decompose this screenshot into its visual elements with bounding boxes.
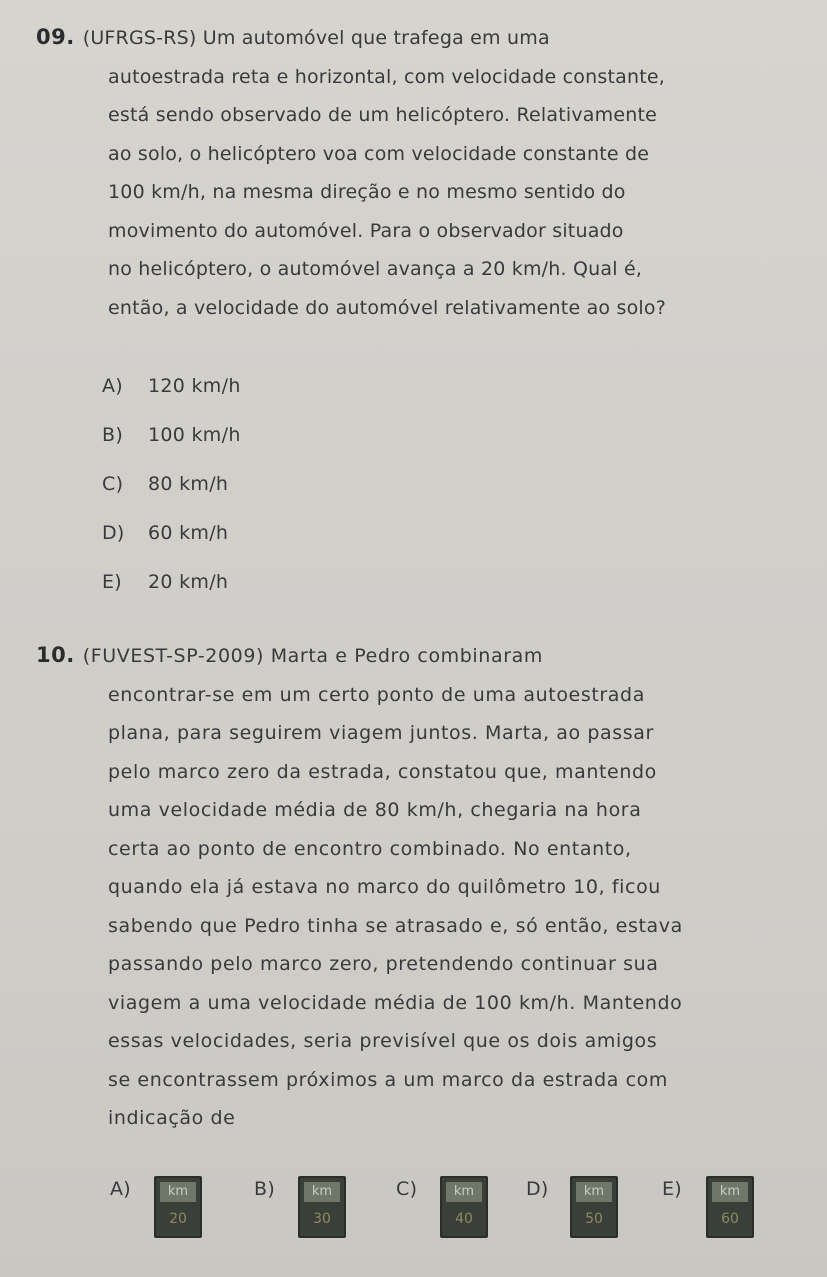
question-9-line: 100 km/h, na mesma direção e no mesmo sentido do [108,181,626,203]
option-letter: E) [662,1178,683,1200]
option-d[interactable] [102,509,241,558]
option-c[interactable] [102,460,241,509]
question-9-line: 09. (UFRGS-RS) Um automóvel que trafega em uma [36,25,550,49]
km-marker-sign [298,1176,346,1238]
option-e[interactable] [102,558,241,607]
option-letter: A) [102,375,124,397]
option-text: 100 km/h [148,424,241,446]
km-marker-sign [706,1176,754,1238]
question-9-number: 09. [36,25,75,49]
question-10-line: plana, para seguirem viagem juntos. Marta, ao passar [108,722,654,744]
option-a[interactable] [102,362,241,411]
km-value: 60 [721,1211,739,1227]
option-text: 120 km/h [148,375,241,397]
question-9-line: está sendo observado de um helicóptero. Relativamente [108,104,658,126]
option-b[interactable] [102,411,241,460]
option-text: 20 km/h [148,571,229,593]
km-label: km [446,1182,482,1202]
question-10-line: essas velocidades, seria previsível que os dois amigos [108,1030,658,1052]
option-letter: C) [102,473,124,495]
question-9-options [102,362,241,607]
option-letter: B) [254,1178,276,1200]
km-value: 50 [585,1211,603,1227]
km-label: km [160,1182,196,1202]
km-marker-sign [570,1176,618,1238]
question-9-line: movimento do automóvel. Para o observador situado [108,219,624,242]
option-letter: B) [102,424,124,446]
km-label: km [304,1182,340,1202]
km-value: 30 [313,1211,331,1227]
question-9 [36,18,776,327]
km-value: 40 [455,1211,473,1227]
question-10-line: uma velocidade média de 80 km/h, chegaria na hora [108,799,642,821]
question-10-line: quando ela já estava no marco do quilômetro 10, ficou [108,876,661,898]
option-text: 80 km/h [148,473,229,495]
question-10-line: passando pelo marco zero, pretendendo continuar sua [108,953,659,975]
km-label: km [712,1182,748,1202]
question-9-line: ao solo, o helicóptero voa com velocidade constante de [108,142,650,165]
question-10-line: encontrar-se em um certo ponto de uma autoestrada [108,683,645,706]
km-value: 20 [169,1211,187,1227]
km-marker-sign [154,1176,202,1238]
question-9-line: autoestrada reta e horizontal, com velocidade constante, [108,65,665,88]
question-10-line: pelo marco zero da estrada, constatou que, mantendo [108,760,657,783]
question-10-options [110,1170,770,1250]
question-10-line: 10. (FUVEST-SP-2009) Marta e Pedro combinaram [36,643,543,667]
option-letter: D) [102,522,125,544]
option-letter: A) [110,1178,132,1200]
question-10-line: se encontrassem próximos a um marco da estrada com [108,1068,668,1091]
question-9-line: no helicóptero, o automóvel avança a 20 km/h. Qual é, [108,258,643,280]
question-10-number: 10. [36,643,75,667]
question-10-line: certa ao ponto de encontro combinado. No entanto, [108,837,632,860]
question-10-line: sabendo que Pedro tinha se atrasado e, só então, estava [108,914,683,937]
option-letter: C) [396,1178,418,1200]
option-letter: E) [102,571,123,593]
option-letter: D) [526,1178,549,1200]
km-marker-sign [440,1176,488,1238]
km-label: km [576,1182,612,1202]
question-10 [36,636,776,1138]
question-10-line: viagem a uma velocidade média de 100 km/h. Mantendo [108,991,683,1014]
option-text: 60 km/h [148,522,229,544]
question-9-line: então, a velocidade do automóvel relativamente ao solo? [108,296,666,319]
question-10-line: indicação de [108,1107,236,1129]
